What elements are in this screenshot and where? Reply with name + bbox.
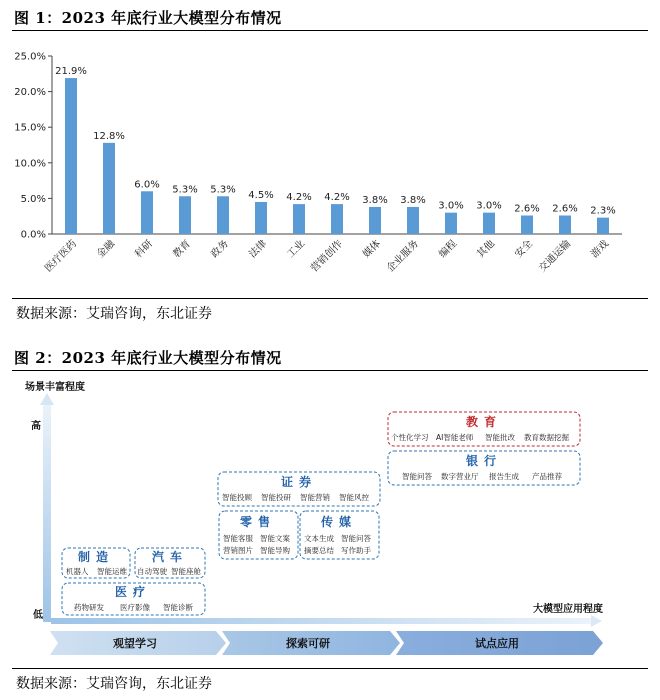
bar [369,207,381,234]
box-chuanmei-item: 智能问答 [341,534,371,543]
y-axis-label: 场景丰富程度 [25,382,85,393]
bar [141,191,153,234]
category-label: 营销创作 [309,238,346,275]
box-zhengquan-item: 智能营销 [300,493,330,502]
category-label: 政务 [209,238,232,261]
box-yinhang [388,451,580,485]
box-yiliao [62,583,205,615]
box-chuanmei [300,511,379,559]
bar [559,215,571,234]
box-yiliao-item: 药物研发 [74,603,104,612]
y-axis-arrow [40,393,54,405]
x-axis-label: 大模型应用程度 [533,604,603,615]
figure1-title: 图 1：2023 年底行业大模型分布情况 [14,9,282,27]
bar [521,215,533,234]
category-label: 媒体 [361,238,384,261]
bar [65,78,77,234]
data-label: 3.0% [438,200,464,212]
y-low-label: 低 [33,610,43,621]
bar [179,196,191,234]
bar-chart [0,38,660,296]
data-label: 3.8% [400,194,426,206]
box-yinhang-item: 报告生成 [489,472,519,481]
box-zhizao-title: 制造 [77,550,115,564]
data-label: 5.3% [210,184,236,196]
box-jiaoyu-item: 智能批改 [485,433,515,442]
box-jiaoyu-item: 教育数据挖掘 [524,433,569,442]
category-label: 法律 [247,238,270,261]
box-zhizao-item: 智能运维 [97,567,127,576]
y-tick-label: 5.0% [20,193,46,205]
data-label: 2.6% [552,203,578,215]
category-label: 金融 [95,238,118,261]
box-jiaoyu [388,412,580,446]
box-qiche-item: 智能座舱 [171,567,201,576]
y-axis-bar [43,405,51,622]
box-yinhang-title: 银行 [465,454,503,468]
box-yinhang-item: 产品推荐 [532,472,562,481]
figure2-top-rule [12,370,648,371]
box-yinhang-item: 数字营业厅 [441,472,479,481]
data-label: 5.3% [172,184,198,196]
box-chuanmei-item: 文本生成 [304,534,334,543]
box-jiaoyu-item: 个性化学习 [391,433,429,442]
category-label: 企业服务 [385,238,422,275]
data-label: 3.0% [476,200,502,212]
box-lingshou-item: 智能客服 [223,534,253,543]
data-label: 12.8% [93,130,125,142]
category-label: 医疗医药 [43,238,80,275]
box-zhengquan-item: 智能投研 [261,493,291,502]
bar [255,202,267,234]
category-label: 工业 [285,238,308,261]
figure2-bottom-rule [12,668,648,669]
box-zhizao [62,548,130,578]
box-yiliao-title: 医疗 [114,585,152,599]
box-lingshou-item: 智能导购 [260,546,290,555]
box-lingshou [219,511,298,559]
y-tick-label: 10.0% [14,158,46,170]
box-lingshou-item: 智能文案 [260,534,290,543]
stage-1-label: 观望学习 [113,637,157,650]
category-label: 游戏 [589,238,612,261]
y-high-label: 高 [31,421,41,432]
category-label: 科研 [133,238,156,261]
y-tick-label: 25.0% [14,51,46,63]
box-lingshou-title: 零售 [239,515,277,529]
figure1-top-rule [12,30,648,31]
data-label: 21.9% [55,66,87,78]
figure2-source: 数据来源：艾瑞咨询，东北证券 [16,676,212,692]
y-tick-label: 20.0% [14,87,46,99]
data-label: 4.2% [286,192,312,204]
box-jiaoyu-title: 教育 [465,415,503,429]
box-yiliao-item: 智能诊断 [163,603,193,612]
bar [407,207,419,234]
box-qiche [135,548,205,578]
box-yinhang-item: 智能问答 [402,472,432,481]
category-label: 其他 [475,238,498,261]
category-label: 编程 [437,238,460,261]
category-label: 交通运输 [537,238,574,275]
category-labels [42,236,611,274]
bar [483,213,495,234]
bar [331,204,343,234]
x-axis-arrow [591,615,602,627]
data-label: 3.8% [362,194,388,206]
stage-3-label: 试点应用 [475,637,519,650]
bar [293,204,305,234]
figure1-source: 数据来源：艾瑞咨询，东北证券 [16,306,212,322]
category-label: 教育 [171,238,194,261]
box-yiliao-item: 医疗影像 [120,603,150,612]
value-labels [55,66,616,217]
category-label: 安全 [513,238,536,261]
box-qiche-title: 汽车 [151,550,189,564]
maturity-diagram [0,375,660,665]
box-zhizao-item: 机器人 [66,567,89,576]
data-label: 2.6% [514,203,540,215]
box-lingshou-item: 营销图片 [223,546,253,555]
box-qiche-item: 自动驾驶 [137,567,167,576]
box-chuanmei-item: 摘要总结 [304,546,334,555]
box-zhengquan [218,472,380,506]
y-tick-label: 0.0% [20,229,46,241]
data-label: 6.0% [134,179,160,191]
box-zhengquan-item: 智能风控 [339,493,369,502]
bar [597,218,609,234]
stage-2-label: 探索可研 [286,637,330,650]
box-jiaoyu-item: AI智能老师 [436,433,474,442]
figure1-bottom-rule [12,298,648,299]
bar [103,143,115,234]
data-label: 4.5% [248,189,274,201]
bar [445,213,457,234]
box-zhengquan-title: 证券 [280,475,318,489]
bar [217,196,229,234]
y-tick-label: 15.0% [14,122,46,134]
stage-bar [50,631,603,655]
figure2-title: 图 2：2023 年底行业大模型分布情况 [14,349,282,367]
data-label: 2.3% [590,205,616,217]
data-label: 4.2% [324,192,350,204]
box-chuanmei-item: 写作助手 [341,546,371,555]
box-chuanmei-title: 传媒 [320,515,358,529]
box-zhengquan-item: 智能投顾 [222,493,252,502]
x-axis-bar [51,618,591,624]
